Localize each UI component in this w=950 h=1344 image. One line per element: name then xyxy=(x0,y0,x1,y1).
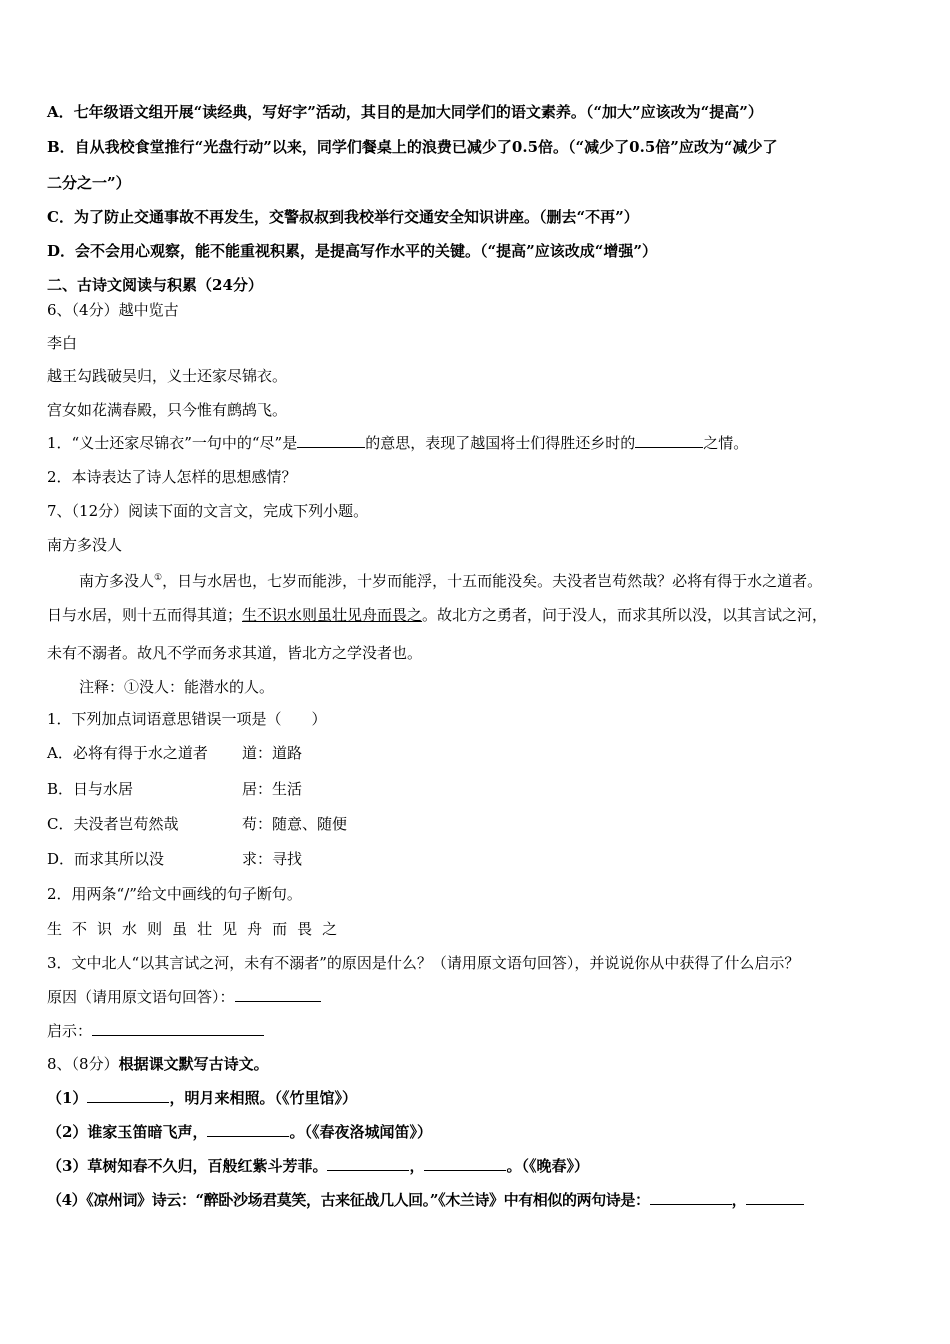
q8-line3-blank2[interactable] xyxy=(424,1156,506,1171)
q7-passage-line1 xyxy=(79,568,822,591)
q6-sub2: 2．本诗表达了诗人怎样的思想感情？ xyxy=(47,468,297,486)
insight-blank[interactable] xyxy=(92,1021,264,1036)
q7-option-b xyxy=(47,779,303,799)
footnote-marker: ① xyxy=(154,573,163,583)
q5-option-b-line1: B．自从我校食堂推行“光盘行动”以来，同学们餐桌上的浪费已减少了0.5倍。（“减少了0.5倍”应改为“减少了 xyxy=(47,138,778,156)
q8-line4 xyxy=(47,1190,804,1210)
q7-sub1: 1．下列加点词语意思错误一项是（ ） xyxy=(47,710,327,728)
sentence-char: 水 xyxy=(122,920,148,938)
q5-option-a: A．七年级语文组开展“读经典，写好字”活动，其目的是加大同学们的语文素养。（“加大”应该改为“提高”） xyxy=(47,103,763,121)
q6-poem-line1: 越王勾践破吴归，义士还家尽锦衣。 xyxy=(47,367,288,385)
sentence-char: 虽 xyxy=(172,920,198,938)
option-right: 苟：随意、随便 xyxy=(242,815,348,833)
q7-sub2: 2．用两条“/”给文中画线的句子断句。 xyxy=(47,885,302,903)
q8-header xyxy=(47,1054,269,1074)
q8-line4-a: （4）《凉州词》诗云：“醉卧沙场君莫笑，古来征战几人回。”《木兰诗》中有相似的两句诗是： xyxy=(47,1191,650,1209)
q8-line1 xyxy=(47,1088,357,1108)
q7-option-a xyxy=(47,743,303,763)
q6-sub1-text-c: 之情。 xyxy=(703,434,749,452)
sentence-char: 则 xyxy=(147,920,173,938)
q7-passage-title: 南方多没人 xyxy=(47,536,123,554)
reason-label: 原因（请用原文语句回答）： xyxy=(47,988,235,1006)
sentence-char: 舟 xyxy=(247,920,273,938)
underlined-sentence: 生不识水则虽壮见舟而畏之 xyxy=(242,606,423,624)
sentence-char: 不 xyxy=(72,920,98,938)
q6-sub1 xyxy=(47,433,748,453)
q7-passage-line1-a: 南方多没人 xyxy=(79,572,155,590)
q8-line3-blank1[interactable] xyxy=(327,1156,409,1171)
option-right: 居：生活 xyxy=(242,780,303,798)
sentence-char: 识 xyxy=(97,920,123,938)
q8-line3-b: ， xyxy=(409,1157,425,1175)
q7-passage-line3: 未有不溺者。故凡不学而务求其道，皆北方之学没者也。 xyxy=(47,644,423,662)
q8-header-score: 8、（8分） xyxy=(47,1055,119,1073)
q7-option-c xyxy=(47,814,348,834)
q8-line2-a: （2）谁家玉笛暗飞声， xyxy=(47,1123,208,1141)
q6-poem-line2: 宫女如花满春殿，只今惟有鹧鸪飞。 xyxy=(47,401,288,419)
q8-line3-c: 。（《晚春》） xyxy=(506,1157,589,1175)
q8-line4-blank2[interactable] xyxy=(746,1190,804,1205)
sentence-char: 壮 xyxy=(197,920,223,938)
q6-sub1-text-a: 1．“义士还家尽锦衣”一句中的“尽”是 xyxy=(47,434,298,452)
q6-author: 李白 xyxy=(47,334,78,352)
sentence-char: 见 xyxy=(222,920,248,938)
q7-option-d xyxy=(47,849,303,869)
sentence-char: 畏 xyxy=(297,920,323,938)
q8-line2-b: 。（《春夜洛城闻笛》） xyxy=(289,1123,432,1141)
option-right: 道：道路 xyxy=(242,744,303,762)
q7-passage-line2 xyxy=(47,605,827,625)
q7-reason-line xyxy=(47,987,321,1007)
q6-sub1-blank1[interactable] xyxy=(297,433,365,448)
q7-sub3: 3．文中北人“以其言试之河，未有不溺者”的原因是什么？（请用原文语句回答），并说说你从中获得了什么启示？ xyxy=(47,954,800,972)
q7-header: 7、（12分）阅读下面的文言文，完成下列小题。 xyxy=(47,502,369,520)
q7-passage-line1-b: ，日与水居也，七岁而能涉，十岁而能浮，十五而能没矣。夫没者岂苟然哉？必将有得于水之道者。 xyxy=(162,572,823,590)
section-2-title: 二、古诗文阅读与积累（24分） xyxy=(47,276,263,294)
q5-option-b-line2: 二分之一”） xyxy=(47,174,131,192)
q7-footnote: 注释：①没人：能潜水的人。 xyxy=(79,678,275,696)
q8-line3-a: （3）草树知春不久归，百般红紫斗芳菲。 xyxy=(47,1157,328,1175)
q8-line4-b: ， xyxy=(731,1191,747,1209)
q6-sub1-blank2[interactable] xyxy=(635,433,703,448)
segmentation-sentence xyxy=(47,919,347,939)
reason-blank[interactable] xyxy=(235,987,321,1002)
q7-passage-line2-a: 日与水居，则十五而得其道； xyxy=(47,606,243,624)
q8-line2-blank[interactable] xyxy=(207,1122,289,1137)
q8-header-instruction: 根据课文默写古诗文。 xyxy=(118,1055,269,1073)
q8-line1-a: （1） xyxy=(47,1089,88,1107)
q8-line1-blank[interactable] xyxy=(87,1088,169,1103)
q8-line3 xyxy=(47,1156,589,1176)
q8-line2 xyxy=(47,1122,432,1142)
q6-sub1-text-b: 的意思，表现了越国将士们得胜还乡时的 xyxy=(365,434,636,452)
q5-option-c: C．为了防止交通事故不再发生，交警叔叔到我校举行交通安全知识讲座。（删去“不再”） xyxy=(47,208,639,226)
sentence-char: 而 xyxy=(272,920,298,938)
insight-label: 启示： xyxy=(47,1022,93,1040)
option-left: D．而求其所以没 xyxy=(47,850,165,868)
option-left: B．日与水居 xyxy=(47,780,134,798)
option-right: 求：寻找 xyxy=(242,850,303,868)
sentence-char: 之 xyxy=(322,920,348,938)
q6-header: 6、（4分）越中览古 xyxy=(47,301,179,319)
q8-line4-blank1[interactable] xyxy=(650,1190,732,1205)
q5-option-d: D．会不会用心观察，能不能重视积累，是提高写作水平的关键。（“提高”应该改成“增强”） xyxy=(47,242,658,260)
option-left: A．必将有得于水之道者 xyxy=(47,744,208,762)
q7-insight-line xyxy=(47,1021,264,1041)
q8-line1-b: ，明月来相照。（《竹里馆》） xyxy=(169,1089,357,1107)
q7-passage-line2-b: 。故北方之勇者，问于没人，而求其所以没，以其言试之河， xyxy=(422,606,828,624)
option-left: C．夫没者岂苟然哉 xyxy=(47,815,179,833)
sentence-char: 生 xyxy=(47,920,73,938)
